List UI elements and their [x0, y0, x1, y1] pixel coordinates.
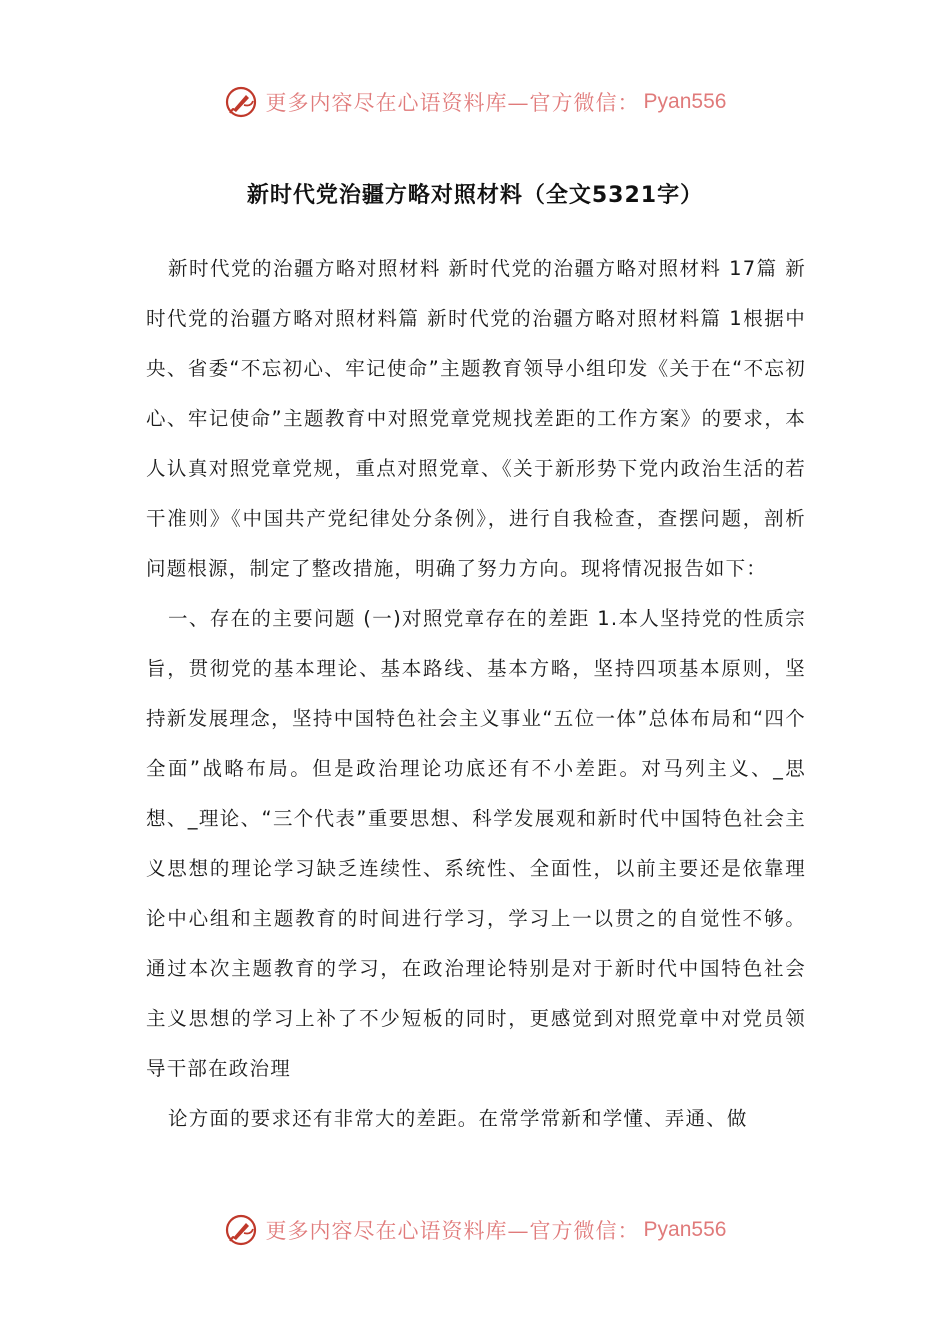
- header-banner-text: 更多内容尽在心语资料库—官方微信：: [265, 91, 640, 115]
- pen-logo-icon: [224, 85, 258, 119]
- footer-wechat-id: Pyan556: [643, 1218, 727, 1241]
- document-body: [146, 244, 806, 1144]
- header-wechat-id: Pyan556: [643, 90, 727, 113]
- paragraph: 新时代党的治疆方略对照材料 新时代党的治疆方略对照材料 17篇 新时代党的治疆方略对照材料篇 新时代党的治疆方略对照材料篇 1根据中央、省委“不忘初心、牢记使命”主题教育领导小组印发《关于在“不忘初心、牢记使命”主题教育中对照党章党规找差距的工作方案》的要求，本人认真对照党章党规，重点对照党章、《关于新形势下党内政治生活的若干准则》《中国共产党纪律处分条例》，进行自我检查，查摆问题，剖析问题根源，制定了整改措施，明确了努力方向。现将情况报告如下：: [146, 257, 806, 580]
- paragraph: 论方面的要求还有非常大的差距。在常学常新和学懂、弄通、做: [168, 1107, 748, 1130]
- footer-watermark-banner: [0, 1210, 950, 1250]
- footer-banner-text: 更多内容尽在心语资料库—官方微信：: [265, 1219, 640, 1243]
- header-watermark-banner: [0, 82, 950, 122]
- document-title: 新时代党治疆方略对照材料（全文5321字）: [246, 183, 704, 208]
- pen-logo-icon: [224, 1213, 258, 1247]
- paragraph: 一、存在的主要问题 (一)对照党章存在的差距 1.本人坚持党的性质宗旨，贯彻党的基本理论、基本路线、基本方略，坚持四项基本原则，坚持新发展理念，坚持中国特色社会主义事业“五位一体”总体布局和“四个全面”战略布局。但是政治理论功底还有不小差距。对马列主义、_思想、_理论、“三个代表”重要思想、科学发展观和新时代中国特色社会主义思想的理论学习缺乏连续性、系统性、全面性，以前主要还是依靠理论中心组和主题教育的时间进行学习，学习上一以贯之的自觉性不够。通过本次主题教育的学习，在政治理论特别是对于新时代中国特色社会主义思想的学习上补了不少短板的同时，更感觉到对照党章中对党员领导干部在政治理: [146, 607, 806, 1080]
